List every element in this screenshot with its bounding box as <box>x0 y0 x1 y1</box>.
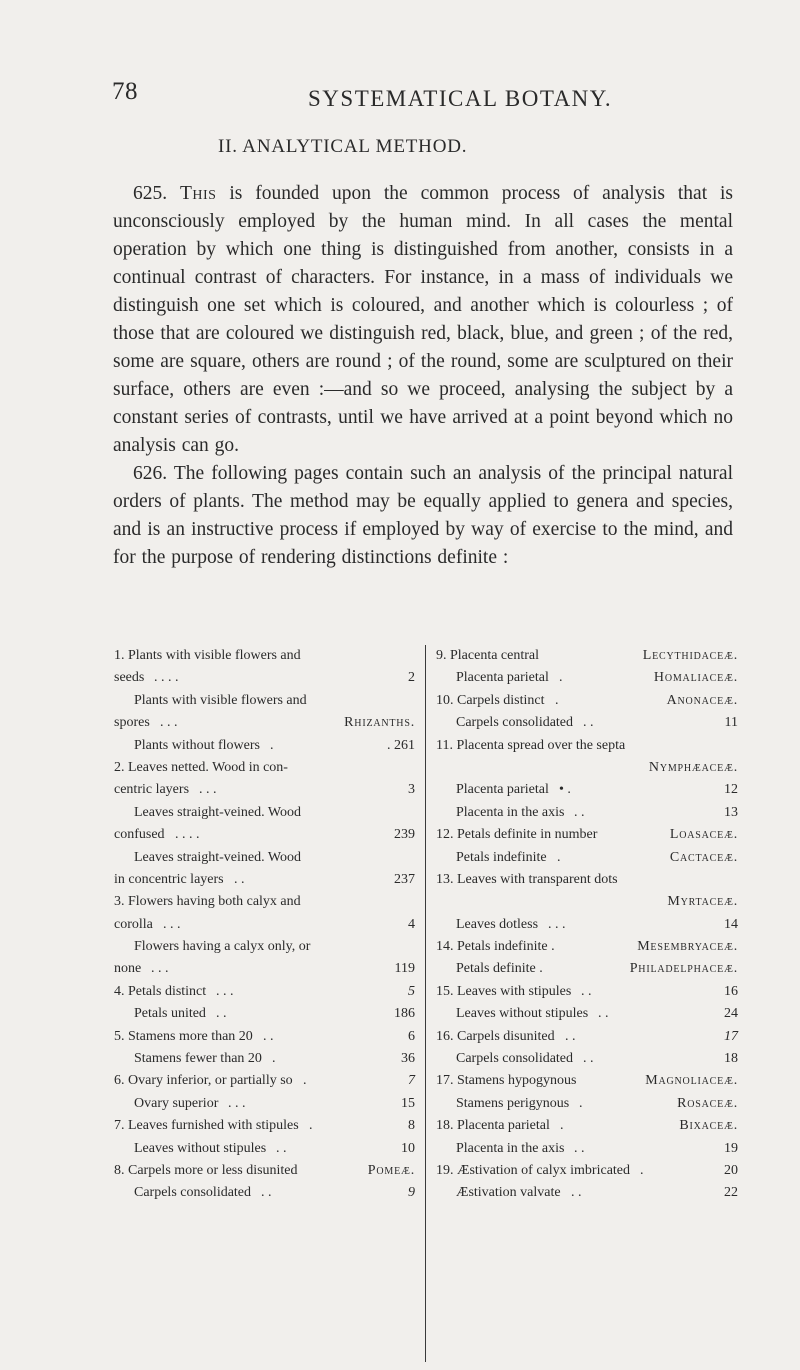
key-row-text: 19. Æstivation of calyx imbricated <box>436 1162 631 1178</box>
key-row-text: none <box>114 961 142 977</box>
key-row-reference: 7 <box>408 1073 415 1089</box>
key-row-text: Placenta parietal <box>456 670 549 686</box>
key-row-text: Petals united <box>134 1006 206 1022</box>
key-row-reference: 16 <box>724 983 738 999</box>
key-row <box>114 1070 415 1092</box>
key-row <box>436 1070 738 1092</box>
key-row-leader: . . <box>571 1185 582 1201</box>
key-row <box>436 757 738 779</box>
key-row-reference: 20 <box>724 1162 738 1178</box>
key-row-leader: . . <box>583 1051 594 1067</box>
key-row-leader: • . <box>559 782 571 798</box>
key-row-reference: Magnoliaceæ. <box>645 1073 738 1089</box>
key-row-text: Leaves straight-veined. Wood <box>134 804 301 820</box>
key-row <box>114 847 415 869</box>
paragraph-625 <box>113 180 733 460</box>
key-row <box>114 1093 415 1115</box>
key-row-reference: 14 <box>724 916 738 932</box>
key-row-text: Stamens fewer than 20 <box>134 1051 262 1067</box>
key-row <box>114 779 415 801</box>
body-text <box>113 180 733 572</box>
key-row <box>436 1182 738 1204</box>
key-row-text: Placenta in the axis <box>456 804 565 820</box>
key-row-reference: 8 <box>408 1118 415 1134</box>
key-row-text: 11. Placenta spread over the septa <box>436 737 626 753</box>
key-row-text: 16. Carpels disunited <box>436 1028 555 1044</box>
key-row-text: 13. Leaves with transparent dots <box>436 871 618 887</box>
key-row <box>114 690 415 712</box>
key-row-text: Petals definite . <box>456 961 543 977</box>
key-row <box>436 1160 738 1182</box>
key-row-leader: . <box>560 1118 564 1134</box>
key-row-text: Carpels consolidated <box>134 1185 252 1201</box>
key-row-text: spores <box>114 715 150 731</box>
key-row-leader: . . . . <box>175 827 200 843</box>
key-row <box>436 690 738 712</box>
key-row-text: 6. Ovary inferior, or partially so <box>114 1073 293 1089</box>
key-row-leader: . <box>559 670 563 686</box>
key-row-text: 2. Leaves netted. Wood in con- <box>114 759 288 775</box>
key-row-leader: . . . . <box>154 670 179 686</box>
key-row-reference: 36 <box>401 1051 415 1067</box>
key-row <box>436 735 738 757</box>
key-row <box>114 1182 415 1204</box>
key-row <box>436 936 738 958</box>
running-head: SYSTEMATICAL BOTANY. <box>308 86 613 111</box>
key-row-reference: 12 <box>724 782 738 798</box>
key-row-reference: 186 <box>394 1006 415 1022</box>
key-row-leader: . . <box>565 1028 576 1044</box>
key-row-leader: . <box>303 1073 307 1089</box>
key-row-leader: . . . <box>216 983 234 999</box>
key-row-text: Placenta parietal <box>456 782 549 798</box>
key-row-text: 17. Stamens hypogynous <box>436 1073 577 1089</box>
key-row <box>436 1048 738 1070</box>
key-row-leader: . . . <box>199 782 217 798</box>
key-row-reference: Pomeæ. <box>367 1162 415 1178</box>
key-row-text: centric layers <box>114 782 190 798</box>
key-row-leader: . . <box>261 1185 272 1201</box>
key-row-text: in concentric layers <box>114 871 224 887</box>
key-row-reference: 10 <box>401 1140 415 1156</box>
key-row <box>114 735 415 757</box>
key-row <box>436 891 738 913</box>
key-row <box>114 914 415 936</box>
key-row-reference: 11 <box>724 715 738 731</box>
key-row-text: Leaves dotless <box>456 916 539 932</box>
key-row <box>114 958 415 980</box>
key-row <box>114 757 415 779</box>
key-row-leader: . <box>557 849 561 865</box>
key-row-text: 8. Carpels more or less disunited <box>114 1162 298 1178</box>
key-row-leader: . <box>270 737 274 753</box>
key-row-text: Plants without flowers <box>134 737 260 753</box>
key-row-reference: Philadelphaceæ. <box>629 961 738 977</box>
key-row-leader: . <box>640 1162 644 1178</box>
key-row <box>436 1093 738 1115</box>
section-heading: II. ANALYTICAL METHOD. <box>218 136 468 157</box>
key-row-leader: . . . <box>160 715 178 731</box>
key-row-reference: 4 <box>408 916 415 932</box>
paragraph-number: 625. <box>133 183 168 204</box>
key-row-leader: . <box>555 692 559 708</box>
key-row-reference: 9 <box>408 1185 415 1201</box>
key-row-leader: . . <box>581 983 592 999</box>
key-row <box>436 779 738 801</box>
key-row <box>114 891 415 913</box>
key-row-leader: . . <box>574 804 585 820</box>
key-row-leader: . . <box>276 1140 287 1156</box>
key-row <box>436 1115 738 1137</box>
key-row-text: Carpels consolidated <box>456 715 574 731</box>
key-row <box>114 712 415 734</box>
key-row-text: Flowers having a calyx only, or <box>134 939 311 955</box>
key-row-text: 14. Petals indefinite . <box>436 939 555 955</box>
key-row <box>436 869 738 891</box>
key-row-reference: 2 <box>408 670 415 686</box>
key-row-text: 18. Placenta parietal <box>436 1118 550 1134</box>
key-row-leader: . . . <box>548 916 566 932</box>
key-row <box>436 958 738 980</box>
paragraph-text: is founded upon the common process of analysis that is unconsciously employed by the human mind. In all cases the mental operation by which one thing is distinguished from another, consists in a continual contrast of characters. For instance, in a mass of individuals we distinguish one set which is coloured, and another which is colourless ; of those that are coloured we distinguish red, black, blue, and green ; of the red, some are square, others are round ; of the round, some are sculptured on their surface, others are even :—and so we proceed, analysing the subject by a constant series of contrasts, until we have arrived at a point beyond which no analysis can go. <box>113 183 733 456</box>
key-row-reference: Bixaceæ. <box>679 1118 738 1134</box>
key-row <box>114 645 415 667</box>
key-row-text: 12. Petals definite in number <box>436 827 598 843</box>
lead-word: This <box>180 183 217 204</box>
key-row <box>436 712 738 734</box>
page-number: 78 <box>112 78 138 105</box>
key-row <box>114 936 415 958</box>
key-row <box>436 802 738 824</box>
key-row-text: Plants with visible flowers and <box>134 692 307 708</box>
key-row <box>436 1138 738 1160</box>
key-row <box>436 914 738 936</box>
key-row-text: seeds <box>114 670 145 686</box>
key-row-leader: . . <box>216 1006 227 1022</box>
key-row <box>114 869 415 891</box>
key-row-leader: . . <box>574 1140 585 1156</box>
key-row <box>436 667 738 689</box>
key-row-leader: . . . <box>163 916 181 932</box>
key-row-text: corolla <box>114 916 153 932</box>
key-row <box>114 1026 415 1048</box>
key-row-leader: . . <box>598 1006 609 1022</box>
key-row-text: confused <box>114 827 165 843</box>
key-row <box>114 1048 415 1070</box>
key-row-reference: Rosaceæ. <box>677 1095 738 1111</box>
key-row <box>114 1115 415 1137</box>
key-row-reference: 119 <box>394 961 415 977</box>
key-row-leader: . . . <box>151 961 169 977</box>
key-row-leader: . . <box>234 871 245 887</box>
key-row-leader: . . <box>263 1028 274 1044</box>
key-row-text: Leaves without stipules <box>134 1140 267 1156</box>
analytical-key <box>114 645 744 1370</box>
key-row-text: Leaves straight-veined. Wood <box>134 849 301 865</box>
key-row-text: 1. Plants with visible flowers and <box>114 648 301 663</box>
column-divider <box>425 645 426 1362</box>
key-row-text: 5. Stamens more than 20 <box>114 1028 253 1044</box>
paragraph-626: 626. The following pages contain such an analysis of the principal natural orders of plants. The method may be equally applied to genera and species, and is an instructive process if employed by way of exercise to the mind, and for the purpose of rendering distinctions definite : <box>113 463 733 568</box>
key-row-leader: . . <box>583 715 594 731</box>
key-row-reference: Cactaceæ. <box>669 849 738 865</box>
key-row-reference: 3 <box>408 782 415 798</box>
key-row-leader: . <box>272 1051 276 1067</box>
key-row-reference: 18 <box>724 1051 738 1067</box>
key-row <box>114 1160 415 1182</box>
key-row <box>114 802 415 824</box>
key-column-right <box>436 645 738 1205</box>
key-row-text: 15. Leaves with stipules <box>436 983 572 999</box>
key-row-reference: . 261 <box>387 737 415 753</box>
key-row-text: Placenta in the axis <box>456 1140 565 1156</box>
key-row-text: 7. Leaves furnished with stipules <box>114 1118 299 1134</box>
key-row-reference: Myrtaceæ. <box>667 894 738 910</box>
key-row-reference: Loasaceæ. <box>669 827 738 843</box>
key-row-reference: 5 <box>408 983 415 999</box>
key-row-text: 4. Petals distinct <box>114 983 207 999</box>
key-row-leader: . <box>579 1095 583 1111</box>
key-row-reference: Nymphæaceæ. <box>648 759 738 775</box>
key-row <box>436 1003 738 1025</box>
key-row-reference: 237 <box>394 871 415 887</box>
key-row-leader: . <box>309 1118 313 1134</box>
key-row-reference: Rhizanths. <box>344 715 415 731</box>
key-row-reference: 22 <box>724 1185 738 1201</box>
key-row-text: Æstivation valvate <box>456 1185 561 1201</box>
key-row <box>436 981 738 1003</box>
key-row <box>114 1138 415 1160</box>
key-row-reference: Mesembryaceæ. <box>637 939 738 955</box>
key-row-leader: . . . <box>228 1095 246 1111</box>
key-row-reference: 24 <box>724 1006 738 1022</box>
key-row-text: 10. Carpels distinct <box>436 692 545 708</box>
key-row-text: Carpels consolidated <box>456 1051 574 1067</box>
key-row-text: 9. Placenta central <box>436 648 540 663</box>
key-row-text: Ovary superior <box>134 1095 219 1111</box>
key-row-text: Leaves without stipules <box>456 1006 589 1022</box>
key-row <box>436 824 738 846</box>
key-row <box>436 847 738 869</box>
key-row <box>114 824 415 846</box>
key-row <box>114 667 415 689</box>
key-row-text: Petals indefinite <box>456 849 547 865</box>
key-row <box>114 981 415 1003</box>
key-row-reference: Lecythidaceæ. <box>642 648 738 663</box>
key-row-reference: 15 <box>401 1095 415 1111</box>
key-row-reference: 17 <box>724 1028 738 1044</box>
key-row <box>114 1003 415 1025</box>
key-row-text: Stamens perigynous <box>456 1095 570 1111</box>
key-row-reference: 239 <box>394 827 415 843</box>
key-row-text: 3. Flowers having both calyx and <box>114 894 301 910</box>
key-row-reference: 19 <box>724 1140 738 1156</box>
key-row <box>436 645 738 667</box>
key-row <box>436 1026 738 1048</box>
key-row-reference: 6 <box>408 1028 415 1044</box>
key-row-reference: 13 <box>724 804 738 820</box>
key-column-left <box>114 645 415 1205</box>
key-row-reference: Anonaceæ. <box>666 692 738 708</box>
key-row-reference: Homaliaceæ. <box>653 670 738 686</box>
